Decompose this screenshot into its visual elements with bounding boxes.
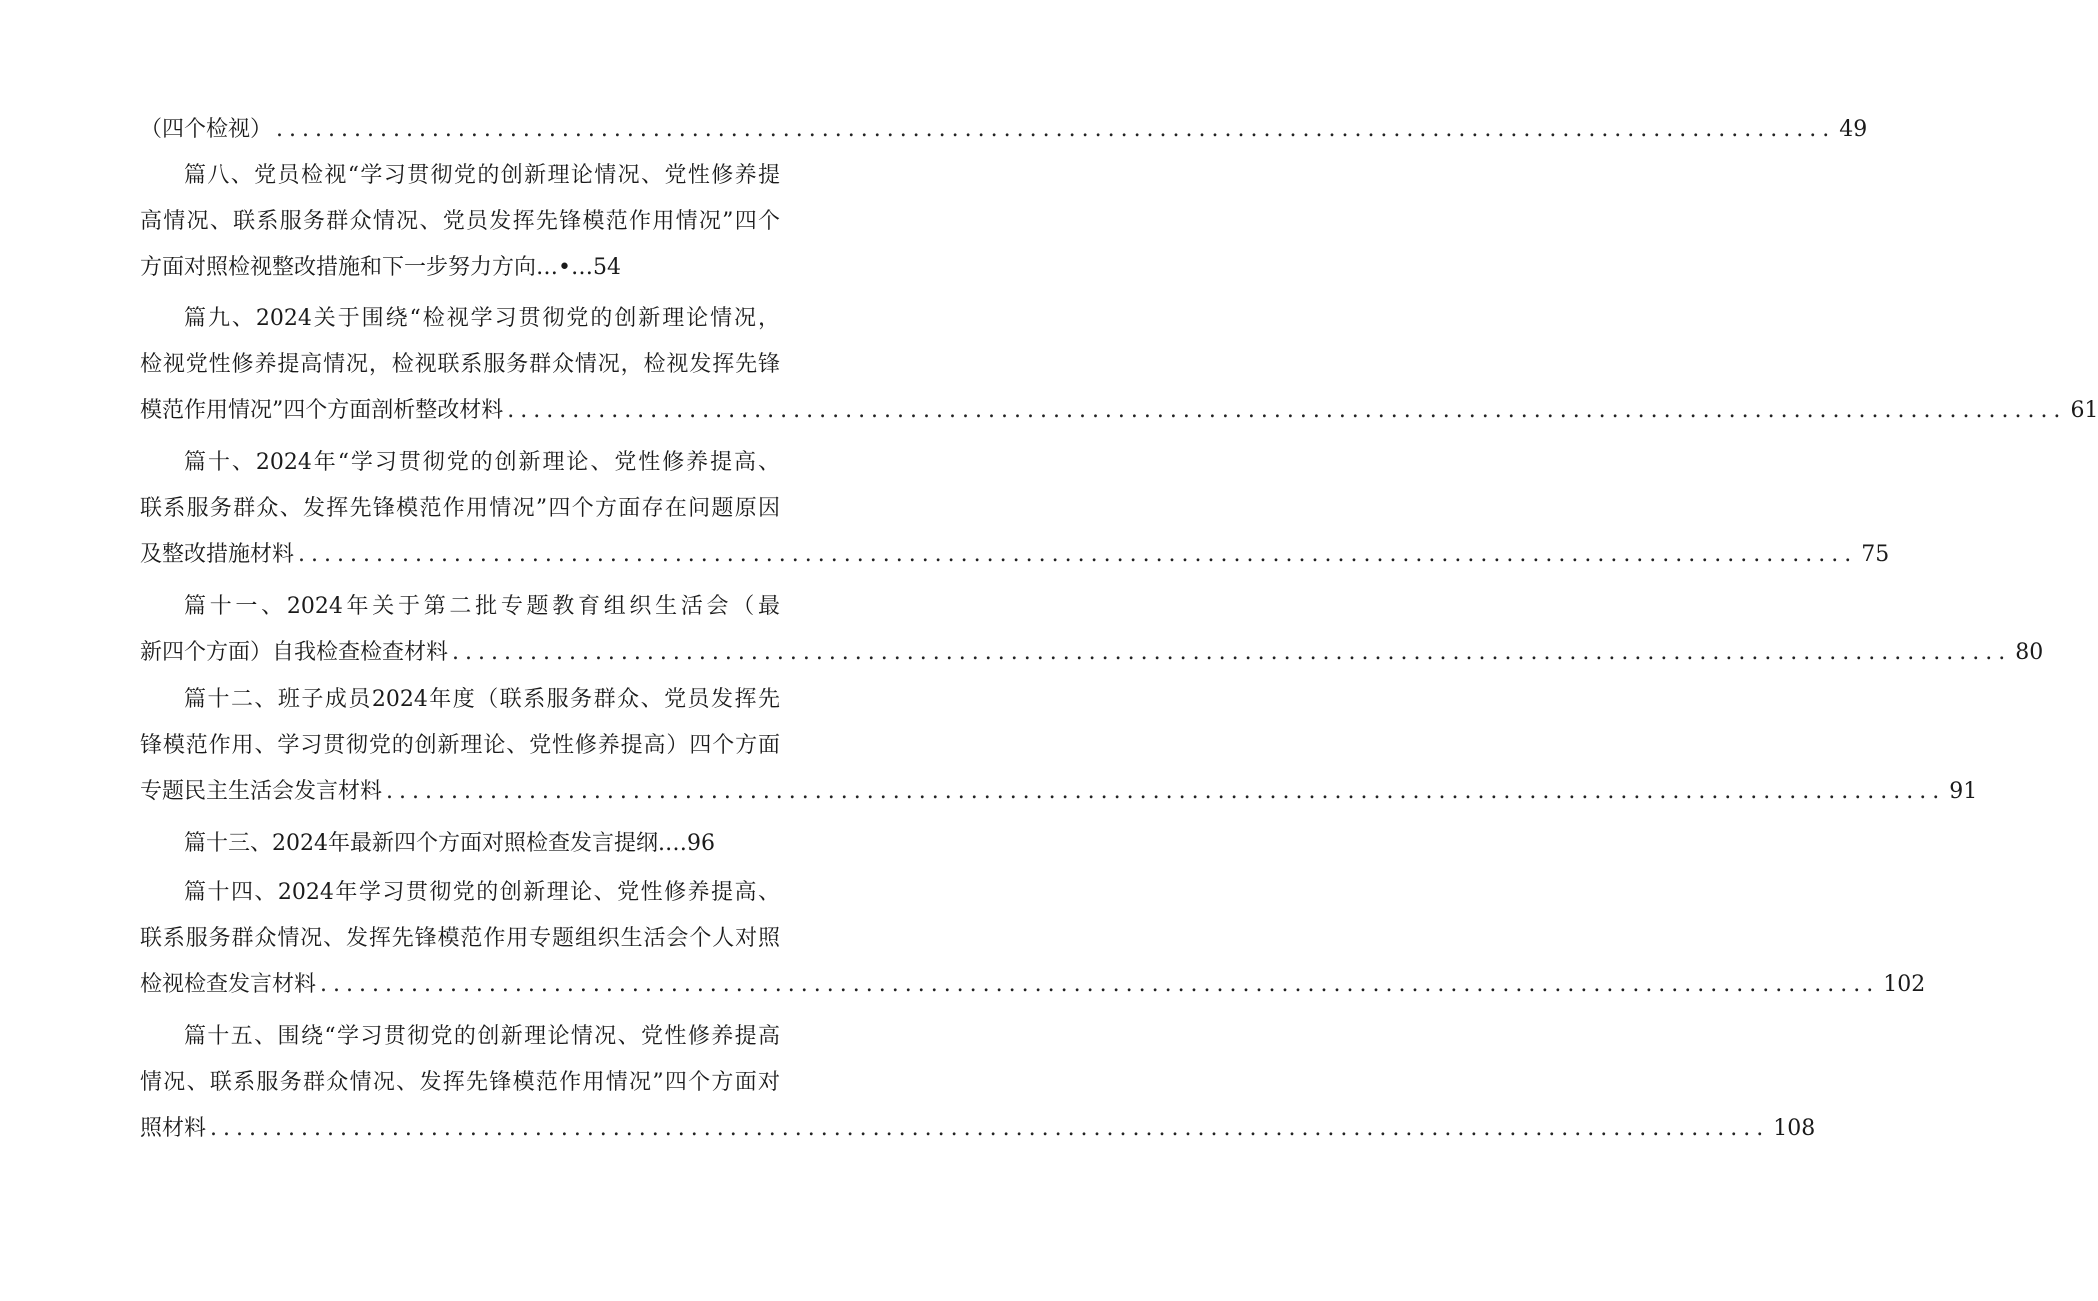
toc-entry-title: 方面对照检视整改措施和下一步努力方向…•… [140, 255, 593, 280]
dot-leader: ........................................................................................................................ [210, 1116, 1770, 1141]
toc-page-number: 75 [1861, 542, 1890, 567]
toc-entry-title: （四个检视） [140, 117, 273, 142]
toc-page-number: 91 [1949, 779, 1978, 804]
dot-leader: ........................................................................................................................ [276, 117, 1836, 142]
toc-page-number: 49 [1839, 117, 1868, 142]
toc-entry-line [184, 824, 780, 864]
toc-entry-title: 检视检查发言材料 [140, 972, 317, 997]
toc-entry-line [140, 110, 1868, 150]
dot-leader: ........................................................................................................................ [507, 398, 2067, 423]
toc-entry-line: 篇十、2024年“学习贯彻党的创新理论、党性修养提高、 [184, 450, 780, 475]
toc-entry-title: 及整改措施材料 [140, 542, 295, 567]
toc-entry-title: 专题民主生活会发言材料 [140, 779, 383, 804]
toc-entry-line: 联系服务群众、发挥先锋模范作用情况”四个方面存在问题原因 [140, 496, 780, 521]
dot-leader: ........................................................................................................................ [452, 640, 2012, 665]
toc-entry-title: 模范作用情况”四个方面剖析整改材料 [140, 398, 504, 423]
toc-entry-line: 篇八、党员检视“学习贯彻党的创新理论情况、党性修养提 [184, 163, 780, 188]
toc-entry-title: 照材料 [140, 1116, 207, 1141]
toc-entry-line: 高情况、联系服务群众情况、党员发挥先锋模范作用情况”四个 [140, 209, 780, 234]
toc-page-number: 80 [2015, 640, 2044, 665]
toc-entry-line: 篇十五、围绕“学习贯彻党的创新理论情况、党性修养提高 [184, 1024, 780, 1049]
toc-entry-line: 篇十一、2024年关于第二批专题教育组织生活会（最 [184, 594, 780, 619]
toc-entry-line [140, 772, 1978, 812]
toc-page-number: 61 [2070, 398, 2098, 423]
toc-page-number: 54 [592, 255, 621, 280]
toc-entry-line [140, 248, 780, 288]
dot-leader: ........................................................................................................................ [320, 972, 1880, 997]
toc-entry-line: 篇十四、2024年学习贯彻党的创新理论、党性修养提高、 [184, 880, 780, 905]
toc-entry-title: 新四个方面）自我检查检查材料 [140, 640, 449, 665]
dot-leader: ........................................................................................................................ [386, 779, 1946, 804]
toc-entry-line [140, 633, 2044, 673]
toc-page-number: 102 [1883, 972, 1926, 997]
toc-entry-line [140, 1109, 1816, 1149]
toc-entry-line: 篇十二、班子成员2024年度（联系服务群众、党员发挥先 [184, 687, 780, 712]
toc-entry-line: 检视党性修养提高情况，检视联系服务群众情况，检视发挥先锋 [140, 352, 780, 377]
dot-leader: ........................................................................................................................ [298, 542, 1858, 567]
toc-entry-line [140, 391, 2098, 431]
toc-entry-line [140, 535, 1890, 575]
toc-entry-line: 锋模范作用、学习贯彻党的创新理论、党性修养提高）四个方面 [140, 733, 780, 758]
toc-page-number: 96 [686, 831, 715, 856]
toc-entry-line: 篇九、2024关于围绕“检视学习贯彻党的创新理论情况， [184, 306, 780, 331]
toc-entry-title: 篇十三、2024年最新四个方面对照检查发言提纲.… [184, 831, 687, 856]
toc-entry-line [140, 965, 1926, 1005]
toc-entry-line: 联系服务群众情况、发挥先锋模范作用专题组织生活会个人对照 [140, 926, 780, 951]
toc-page-number: 108 [1773, 1116, 1816, 1141]
toc-entry-line: 情况、联系服务群众情况、发挥先锋模范作用情况”四个方面对 [140, 1070, 780, 1095]
